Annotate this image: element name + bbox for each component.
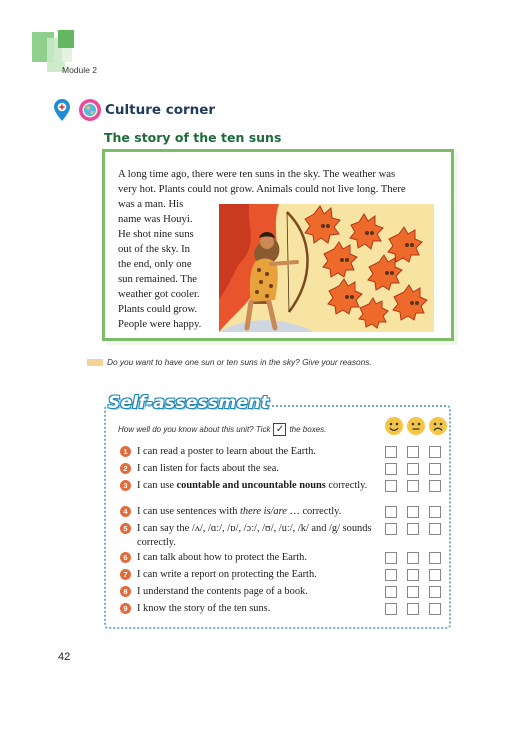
- rating-checkboxes: [385, 446, 451, 458]
- item-text: [137, 585, 377, 599]
- item-text-part: correctly.: [325, 480, 368, 491]
- checkbox-happy[interactable]: [385, 463, 397, 475]
- item-number: 6: [120, 552, 131, 563]
- item-number: 3: [120, 480, 131, 491]
- tick-icon: ✓: [273, 423, 286, 436]
- self-assessment-box: [104, 405, 451, 629]
- checkbox-sad[interactable]: [429, 603, 441, 615]
- neutral-face-icon: [407, 417, 425, 435]
- prompt-before: How well do you know about this unit? Tick: [118, 425, 271, 434]
- rating-checkboxes: [385, 552, 451, 564]
- checkbox-sad[interactable]: [429, 523, 441, 535]
- discussion-question: [87, 357, 372, 367]
- module-corner-block: [58, 30, 74, 48]
- checkbox-happy[interactable]: [385, 480, 397, 492]
- assessment-item: [120, 568, 440, 582]
- checkbox-happy[interactable]: [385, 603, 397, 615]
- checkbox-neutral[interactable]: [407, 446, 419, 458]
- item-text: [137, 445, 377, 459]
- prompt-after: the boxes.: [289, 425, 327, 434]
- assessment-item: [120, 505, 440, 519]
- checkbox-sad[interactable]: [429, 552, 441, 564]
- item-text: [137, 568, 377, 582]
- story-line: weather got cooler.: [118, 288, 200, 300]
- checkbox-neutral[interactable]: [407, 506, 419, 518]
- item-number: 2: [120, 463, 131, 474]
- assessment-item: [120, 445, 440, 459]
- story-line: People were happy.: [118, 318, 202, 330]
- item-text-part: I can listen for facts about the sea.: [137, 463, 279, 474]
- self-assessment-prompt: [118, 423, 326, 436]
- rating-checkboxes: [385, 506, 451, 518]
- question-marker: [87, 359, 103, 366]
- checkbox-happy[interactable]: [385, 446, 397, 458]
- checkbox-sad[interactable]: [429, 569, 441, 581]
- checkbox-neutral[interactable]: [407, 586, 419, 598]
- rating-checkboxes: [385, 480, 451, 492]
- story-line: was a man. His: [118, 198, 184, 210]
- story-line: very hot. Plants could not grow. Animals could not live long. There: [118, 183, 406, 195]
- assessment-item: [120, 522, 440, 549]
- checkbox-sad[interactable]: [429, 446, 441, 458]
- checkbox-neutral[interactable]: [407, 603, 419, 615]
- story-line: Plants could grow.: [118, 303, 198, 315]
- story-line: name was Houyi.: [118, 213, 193, 225]
- checkbox-sad[interactable]: [429, 463, 441, 475]
- item-text-part: countable and uncountable nouns: [176, 480, 326, 491]
- item-text-part: … correctly.: [286, 506, 342, 517]
- item-number: 9: [120, 603, 131, 614]
- story-line: the end, only one: [118, 258, 192, 270]
- rating-checkboxes: [385, 463, 451, 475]
- assessment-item: [120, 462, 440, 476]
- checkbox-happy[interactable]: [385, 552, 397, 564]
- assessment-item: [120, 602, 440, 616]
- item-number: 4: [120, 506, 131, 517]
- globe-icon: [78, 98, 102, 122]
- item-text-part: I can write a report on protecting the Earth.: [137, 569, 317, 580]
- item-text-part: I can read a poster to learn about the Earth.: [137, 446, 316, 457]
- item-text-part: I know the story of the ten suns.: [137, 603, 271, 614]
- rating-checkboxes: [385, 569, 451, 581]
- culture-corner-title: Culture corner: [105, 102, 216, 118]
- rating-checkboxes: [385, 586, 451, 598]
- houyi-illustration: [219, 204, 434, 332]
- item-text: [137, 602, 377, 616]
- location-pin-icon: [54, 99, 70, 121]
- checkbox-happy[interactable]: [385, 569, 397, 581]
- module-label: Module 2: [62, 65, 97, 75]
- culture-corner-header: [54, 98, 215, 122]
- checkbox-sad[interactable]: [429, 480, 441, 492]
- story-line: sun remained. The: [118, 273, 198, 285]
- module-corner-block: [62, 48, 72, 62]
- item-text: [137, 462, 377, 476]
- item-number: 7: [120, 569, 131, 580]
- item-text: [137, 551, 377, 565]
- happy-face-icon: [385, 417, 403, 435]
- checkbox-sad[interactable]: [429, 506, 441, 518]
- story-title: The story of the ten suns: [104, 130, 282, 145]
- question-text: Do you want to have one sun or ten suns in the sky? Give your reasons.: [107, 357, 372, 367]
- item-number: 8: [120, 586, 131, 597]
- self-assessment-title: Self-assessment: [108, 393, 270, 413]
- story-line: A long time ago, there were ten suns in the sky. The weather was: [118, 168, 396, 180]
- item-text-part: I can say the /ʌ/, /ɑː/, /ɒ/, /ɔː/, /ʊ/, /uː/, /k/ and /g/ sounds correctly.: [137, 523, 372, 548]
- checkbox-happy[interactable]: [385, 506, 397, 518]
- story-line: out of the sky. In: [118, 243, 191, 255]
- checkbox-neutral[interactable]: [407, 480, 419, 492]
- item-text-part: there is/are: [240, 506, 287, 517]
- rating-checkboxes: [385, 603, 451, 615]
- item-text-part: I understand the contents page of a book.: [137, 586, 308, 597]
- item-text: [137, 479, 377, 493]
- sad-face-icon: [429, 417, 447, 435]
- item-number: 5: [120, 523, 131, 534]
- item-text: [137, 522, 377, 549]
- checkbox-neutral[interactable]: [407, 523, 419, 535]
- page-number: 42: [58, 651, 71, 663]
- checkbox-happy[interactable]: [385, 523, 397, 535]
- story-line: He shot nine suns: [118, 228, 194, 240]
- assessment-item: [120, 479, 440, 493]
- assessment-item: [120, 551, 440, 565]
- checkbox-sad[interactable]: [429, 586, 441, 598]
- rating-checkboxes: [385, 523, 451, 535]
- checkbox-neutral[interactable]: [407, 569, 419, 581]
- rating-faces: [385, 417, 451, 435]
- item-text-part: I can use: [137, 480, 177, 491]
- checkbox-happy[interactable]: [385, 586, 397, 598]
- assessment-item: [120, 585, 440, 599]
- story-box: [102, 149, 454, 341]
- item-text-part: I can use sentences with: [137, 506, 241, 517]
- item-text-part: I can talk about how to protect the Earth.: [137, 552, 307, 563]
- checkbox-neutral[interactable]: [407, 463, 419, 475]
- item-number: 1: [120, 446, 131, 457]
- checkbox-neutral[interactable]: [407, 552, 419, 564]
- item-text: [137, 505, 377, 519]
